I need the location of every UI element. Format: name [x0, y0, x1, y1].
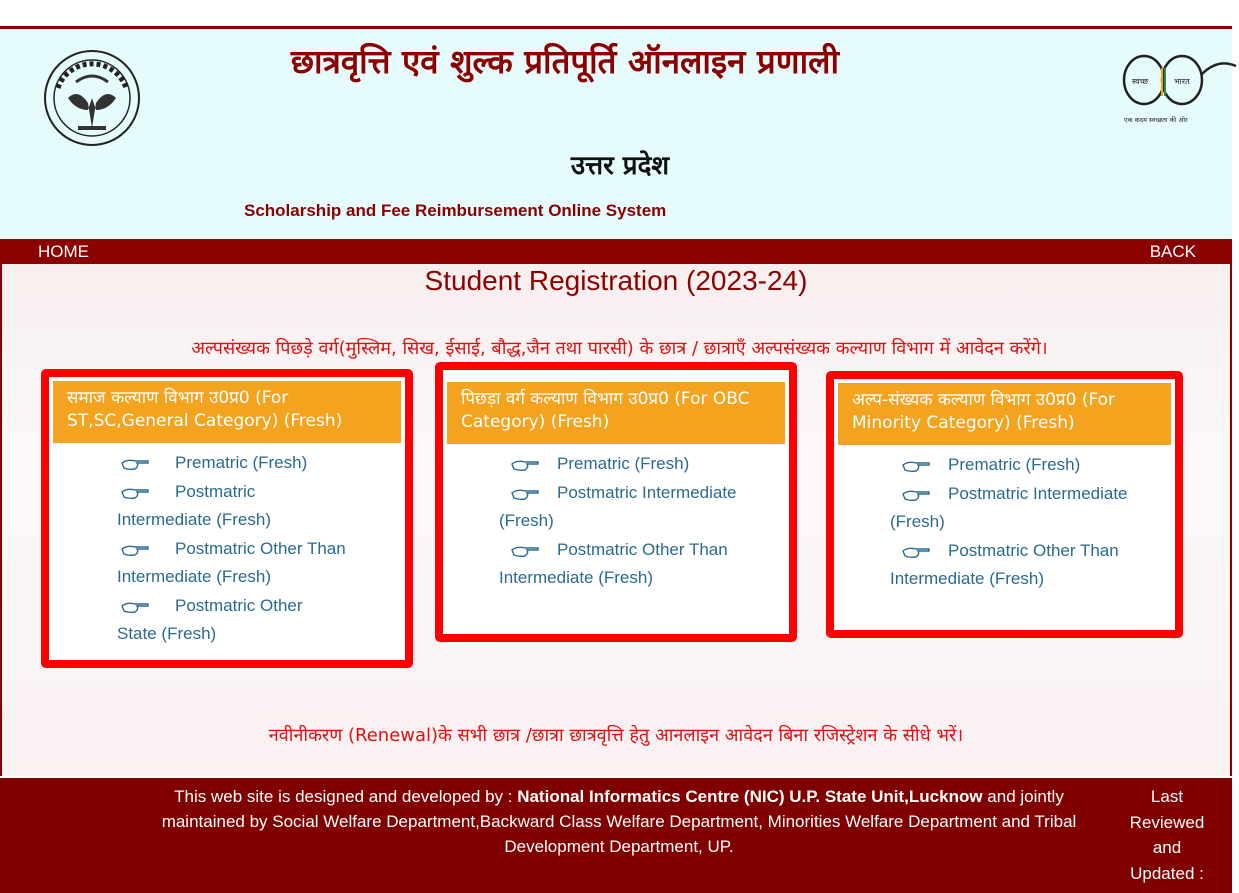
card-links [447, 444, 785, 593]
link-postmatric-intermediate[interactable] [53, 478, 381, 535]
card-social-welfare [41, 369, 413, 668]
card-obc-welfare [435, 362, 797, 642]
swachh-tagline: एक कदम स्वच्छता की ओर [1124, 116, 1188, 124]
link-postmatric-other-than-intermediate[interactable] [447, 536, 765, 593]
footer-developer: National Informatics Centre (NIC) U.P. State Unit,Lucknow [517, 787, 983, 806]
card-title: अल्प-संख्यक कल्याण विभाग उ0प्र0 (For Minority Category) (Fresh) [838, 383, 1171, 445]
link-label: Prematric (Fresh) [175, 453, 308, 472]
card-title: पिछड़ा वर्ग कल्याण विभाग उ0प्र0 (For OBC Category) (Fresh) [447, 382, 785, 444]
link-label: Postmatric Intermediate (Fresh) [890, 483, 1128, 531]
card-links [838, 445, 1171, 594]
pointing-hand-icon [902, 488, 930, 502]
link-prematric[interactable] [838, 451, 1151, 480]
registration-title: Student Registration (2023-24) [424, 265, 808, 296]
link-label: Postmatric Intermediate (Fresh) [117, 481, 271, 529]
link-postmatric-other-state[interactable] [53, 592, 381, 649]
footer-prefix: This web site is designed and developed by : [174, 787, 518, 806]
swachh-right-text: भारत [1174, 77, 1190, 86]
pointing-hand-icon [121, 600, 149, 614]
footer [0, 778, 1232, 893]
footer-suffix: and jointly maintained by Social Welfare Department,Backward Class Welfare Department, Minorities Welfare Department and Tribal Development Department, UP. [161, 787, 1077, 856]
link-label: Postmatric Other Than Intermediate (Fresh) [499, 539, 728, 587]
swachh-left-text: स्वच्छ [1132, 77, 1149, 86]
link-label: Prematric (Fresh) [948, 455, 1081, 474]
link-label: Prematric (Fresh) [557, 454, 690, 473]
pointing-hand-icon [511, 487, 539, 501]
link-label: Postmatric Other State (Fresh) [117, 595, 303, 643]
pointing-hand-icon [511, 458, 539, 472]
footer-credits [134, 784, 1104, 859]
link-postmatric-other-than-intermediate[interactable] [838, 537, 1151, 594]
card-links [53, 443, 401, 649]
pointing-hand-icon [902, 459, 930, 473]
link-postmatric-intermediate[interactable] [838, 480, 1151, 537]
card-title: समाज कल्याण विभाग उ0प्र0 (For ST,SC,General Category) (Fresh) [53, 381, 401, 443]
up-govt-emblem-logo [38, 48, 146, 148]
link-label: Postmatric Intermediate (Fresh) [499, 482, 737, 530]
card-minority-welfare [826, 371, 1183, 638]
link-prematric[interactable] [447, 450, 765, 479]
renewal-notice: नवीनीकरण (Renewal)के सभी छात्र /छात्रा छात्रवृत्ति हेतु आनलाइन आवेदन बिना रजिस्ट्रेशन के सीधे भरें। [268, 725, 964, 746]
pointing-hand-icon [121, 543, 149, 557]
home-link[interactable]: HOME [38, 242, 89, 261]
page-title-english: Scholarship and Fee Reimbursement Online System [244, 201, 667, 220]
pointing-hand-icon [121, 457, 149, 471]
swachh-bharat-logo [1118, 38, 1238, 128]
pointing-hand-icon [511, 544, 539, 558]
last-reviewed: Last Reviewed and Updated : [1129, 787, 1205, 883]
link-postmatric-other-than-intermediate[interactable] [53, 535, 381, 592]
link-prematric[interactable] [53, 449, 381, 478]
back-link[interactable]: BACK [1149, 242, 1196, 261]
link-label: Postmatric Other Than Intermediate (Fresh) [117, 538, 346, 586]
link-postmatric-intermediate[interactable] [447, 479, 765, 536]
nav-bar [0, 239, 1232, 264]
link-label: Postmatric Other Than Intermediate (Fresh) [890, 540, 1119, 588]
page-title-hindi: छात्रवृत्ति एवं शुल्क प्रतिपूर्ति ऑनलाइन प्रणाली [290, 42, 840, 81]
minority-notice: अल्पसंख्यक पिछड़े वर्ग(मुस्लिम, सिख, ईसाई, बौद्ध,जैन तथा पारसी) के छात्र / छात्राएँ अल्पसंख्यक कल्याण विभाग में आवेदन करेंगे। [191, 338, 1048, 359]
state-name-hindi: उत्तर प्रदेश [570, 151, 670, 181]
pointing-hand-icon [902, 545, 930, 559]
